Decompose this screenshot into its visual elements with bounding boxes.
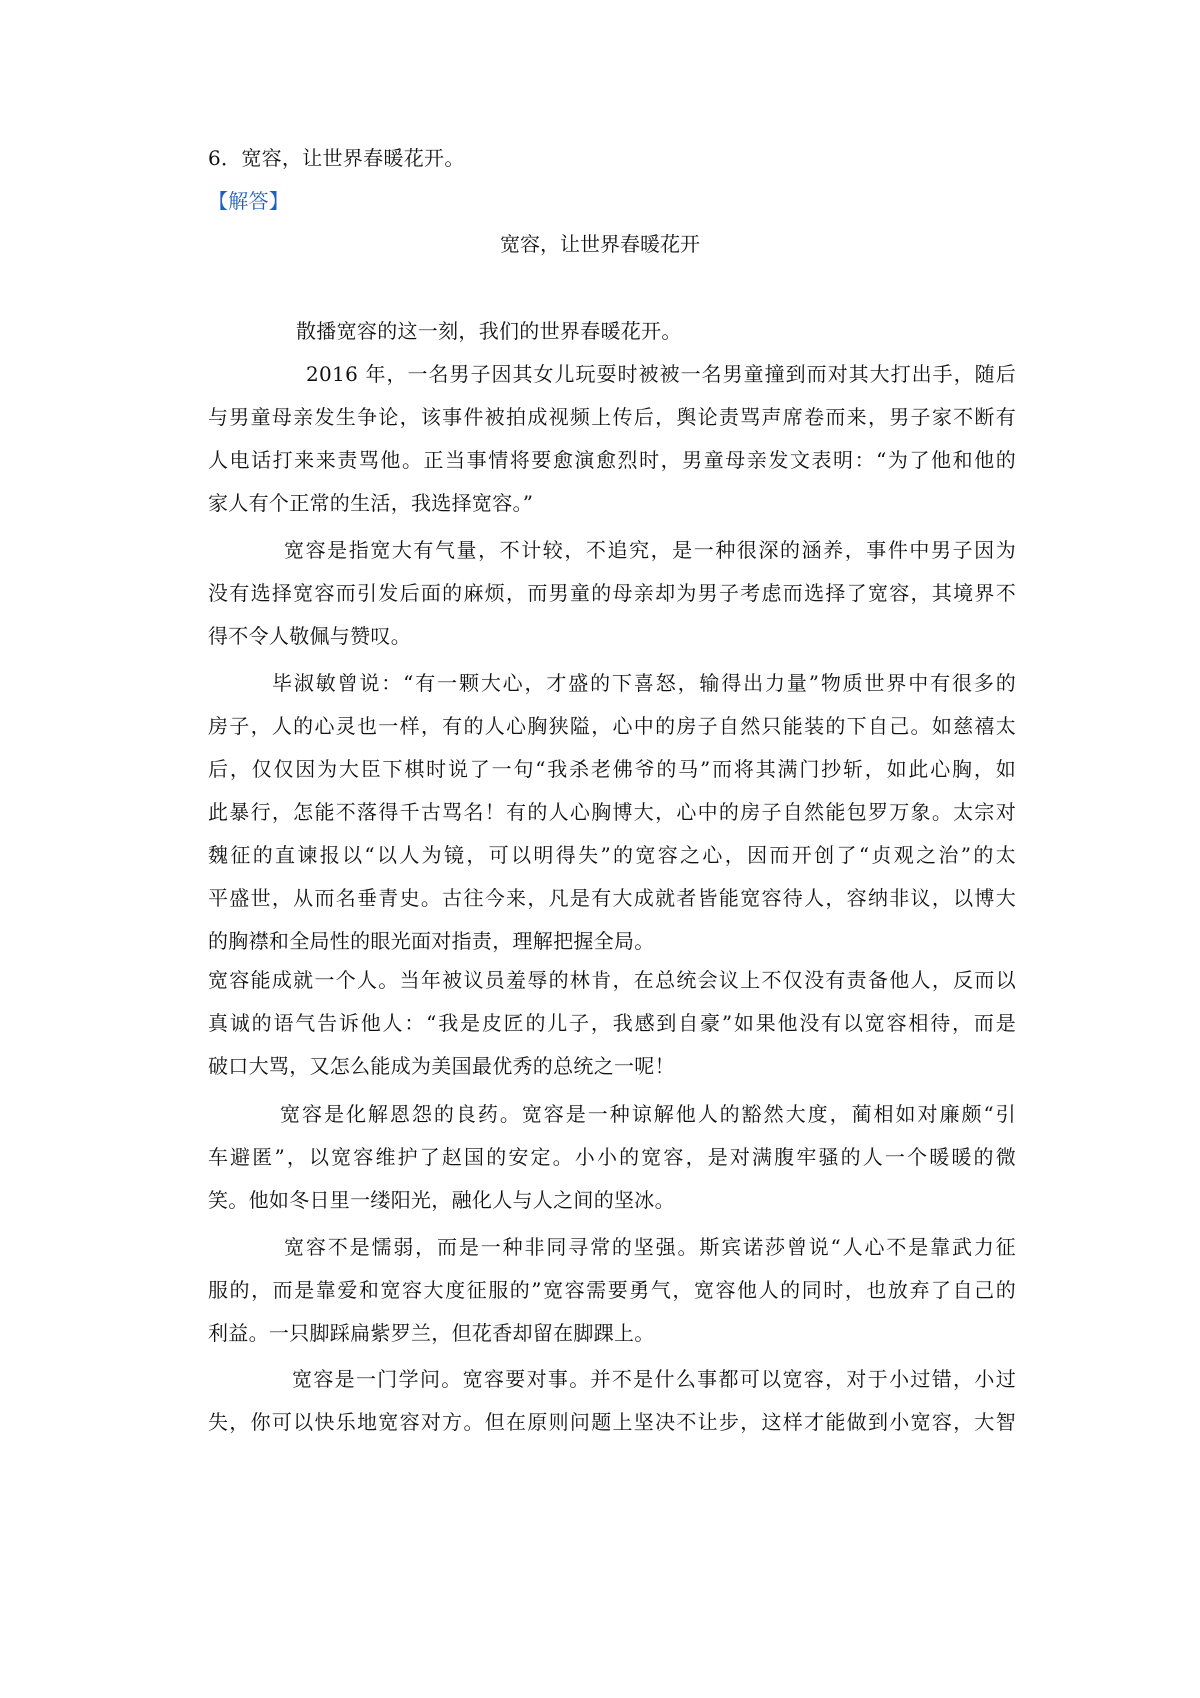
essay-line: 笑。他如冬日里一缕阳光，融化人与人之间的坚冰。 — [208, 1188, 675, 1212]
answer-tag: 【解答】 — [208, 189, 290, 213]
essay-line: 房子，人的心灵也一样，有的人心胸狭隘，心中的房子自然只能装的下自己。如慈禧太 — [208, 714, 1016, 738]
essay-line: 宽容是指宽大有气量，不计较，不追究，是一种很深的涵养，事件中男子因为 — [284, 538, 1016, 562]
essay-line: 宽容是化解恩怨的良药。宽容是一种谅解他人的豁然大度，蔺相如对廉颇“引 — [280, 1102, 1016, 1126]
essay-line: 得不令人敬佩与赞叹。 — [208, 624, 411, 648]
essay-line: 毕淑敏曾说：“有一颗大心，才盛的下喜怒，输得出力量”物质世界中有很多的 — [272, 671, 1016, 695]
essay-title: 宽容，让世界春暖花开 — [500, 232, 700, 256]
essay-line: 散播宽容的这一刻，我们的世界春暖花开。 — [296, 319, 682, 343]
question-heading: 6．宽容，让世界春暖花开。 — [208, 146, 465, 170]
essay-line: 利益。一只脚踩扁紫罗兰，但花香却留在脚踝上。 — [208, 1321, 655, 1345]
essay-line: 魏征的直谏报以“以人为镜，可以明得失”的宽容之心，因而开创了“贞观之治”的太 — [208, 843, 1016, 867]
essay-line: 与男童母亲发生争论，该事件被拍成视频上传后，舆论责骂声席卷而来，男子家不断有 — [208, 405, 1016, 429]
essay-line: 宽容不是懦弱，而是一种非同寻常的坚强。斯宾诺莎曾说“人心不是靠武力征 — [284, 1235, 1016, 1259]
essay-line: 2016 年，一名男子因其女儿玩耍时被被一名男童撞到而对其大打出手，随后 — [306, 362, 1016, 386]
essay-line: 平盛世，从而名垂青史。古往今来，凡是有大成就者皆能宽容待人，容纳非议，以博大 — [208, 886, 1016, 910]
essay-line: 后，仅仅因为大臣下棋时说了一句“我杀老佛爷的马”而将其满门抄斩，如此心胸，如 — [208, 757, 1016, 781]
essay-line: 车避匿”，以宽容维护了赵国的安定。小小的宽容，是对满腹牢骚的人一个暖暖的微 — [208, 1145, 1016, 1169]
essay-line: 人电话打来来责骂他。正当事情将要愈演愈烈时，男童母亲发文表明：“为了他和他的 — [208, 448, 1016, 472]
essay-line: 宽容能成就一个人。当年被议员羞辱的林肯，在总统会议上不仅没有责备他人，反而以 — [208, 968, 1016, 992]
essay-line: 没有选择宽容而引发后面的麻烦，而男童的母亲却为男子考虑而选择了宽容，其境界不 — [208, 581, 1016, 605]
essay-line: 服的，而是靠爱和宽容大度征服的”宽容需要勇气，宽容他人的同时，也放弃了自己的 — [208, 1278, 1016, 1302]
essay-line: 家人有个正常的生活，我选择宽容。” — [208, 491, 534, 515]
essay-line: 的胸襟和全局性的眼光面对指责，理解把握全局。 — [208, 929, 655, 953]
essay-line: 真诚的语气告诉他人：“我是皮匠的儿子，我感到自豪”如果他没有以宽容相待，而是 — [208, 1011, 1016, 1035]
essay-line: 此暴行，怎能不落得千古骂名！有的人心胸博大，心中的房子自然能包罗万象。太宗对 — [208, 800, 1016, 824]
essay-line: 破口大骂，又怎么能成为美国最优秀的总统之一呢！ — [208, 1054, 675, 1078]
essay-line: 宽容是一门学问。宽容要对事。并不是什么事都可以宽容，对于小过错，小过 — [292, 1367, 1016, 1391]
essay-line: 失，你可以快乐地宽容对方。但在原则问题上坚决不让步，这样才能做到小宽容，大智 — [208, 1410, 1016, 1434]
